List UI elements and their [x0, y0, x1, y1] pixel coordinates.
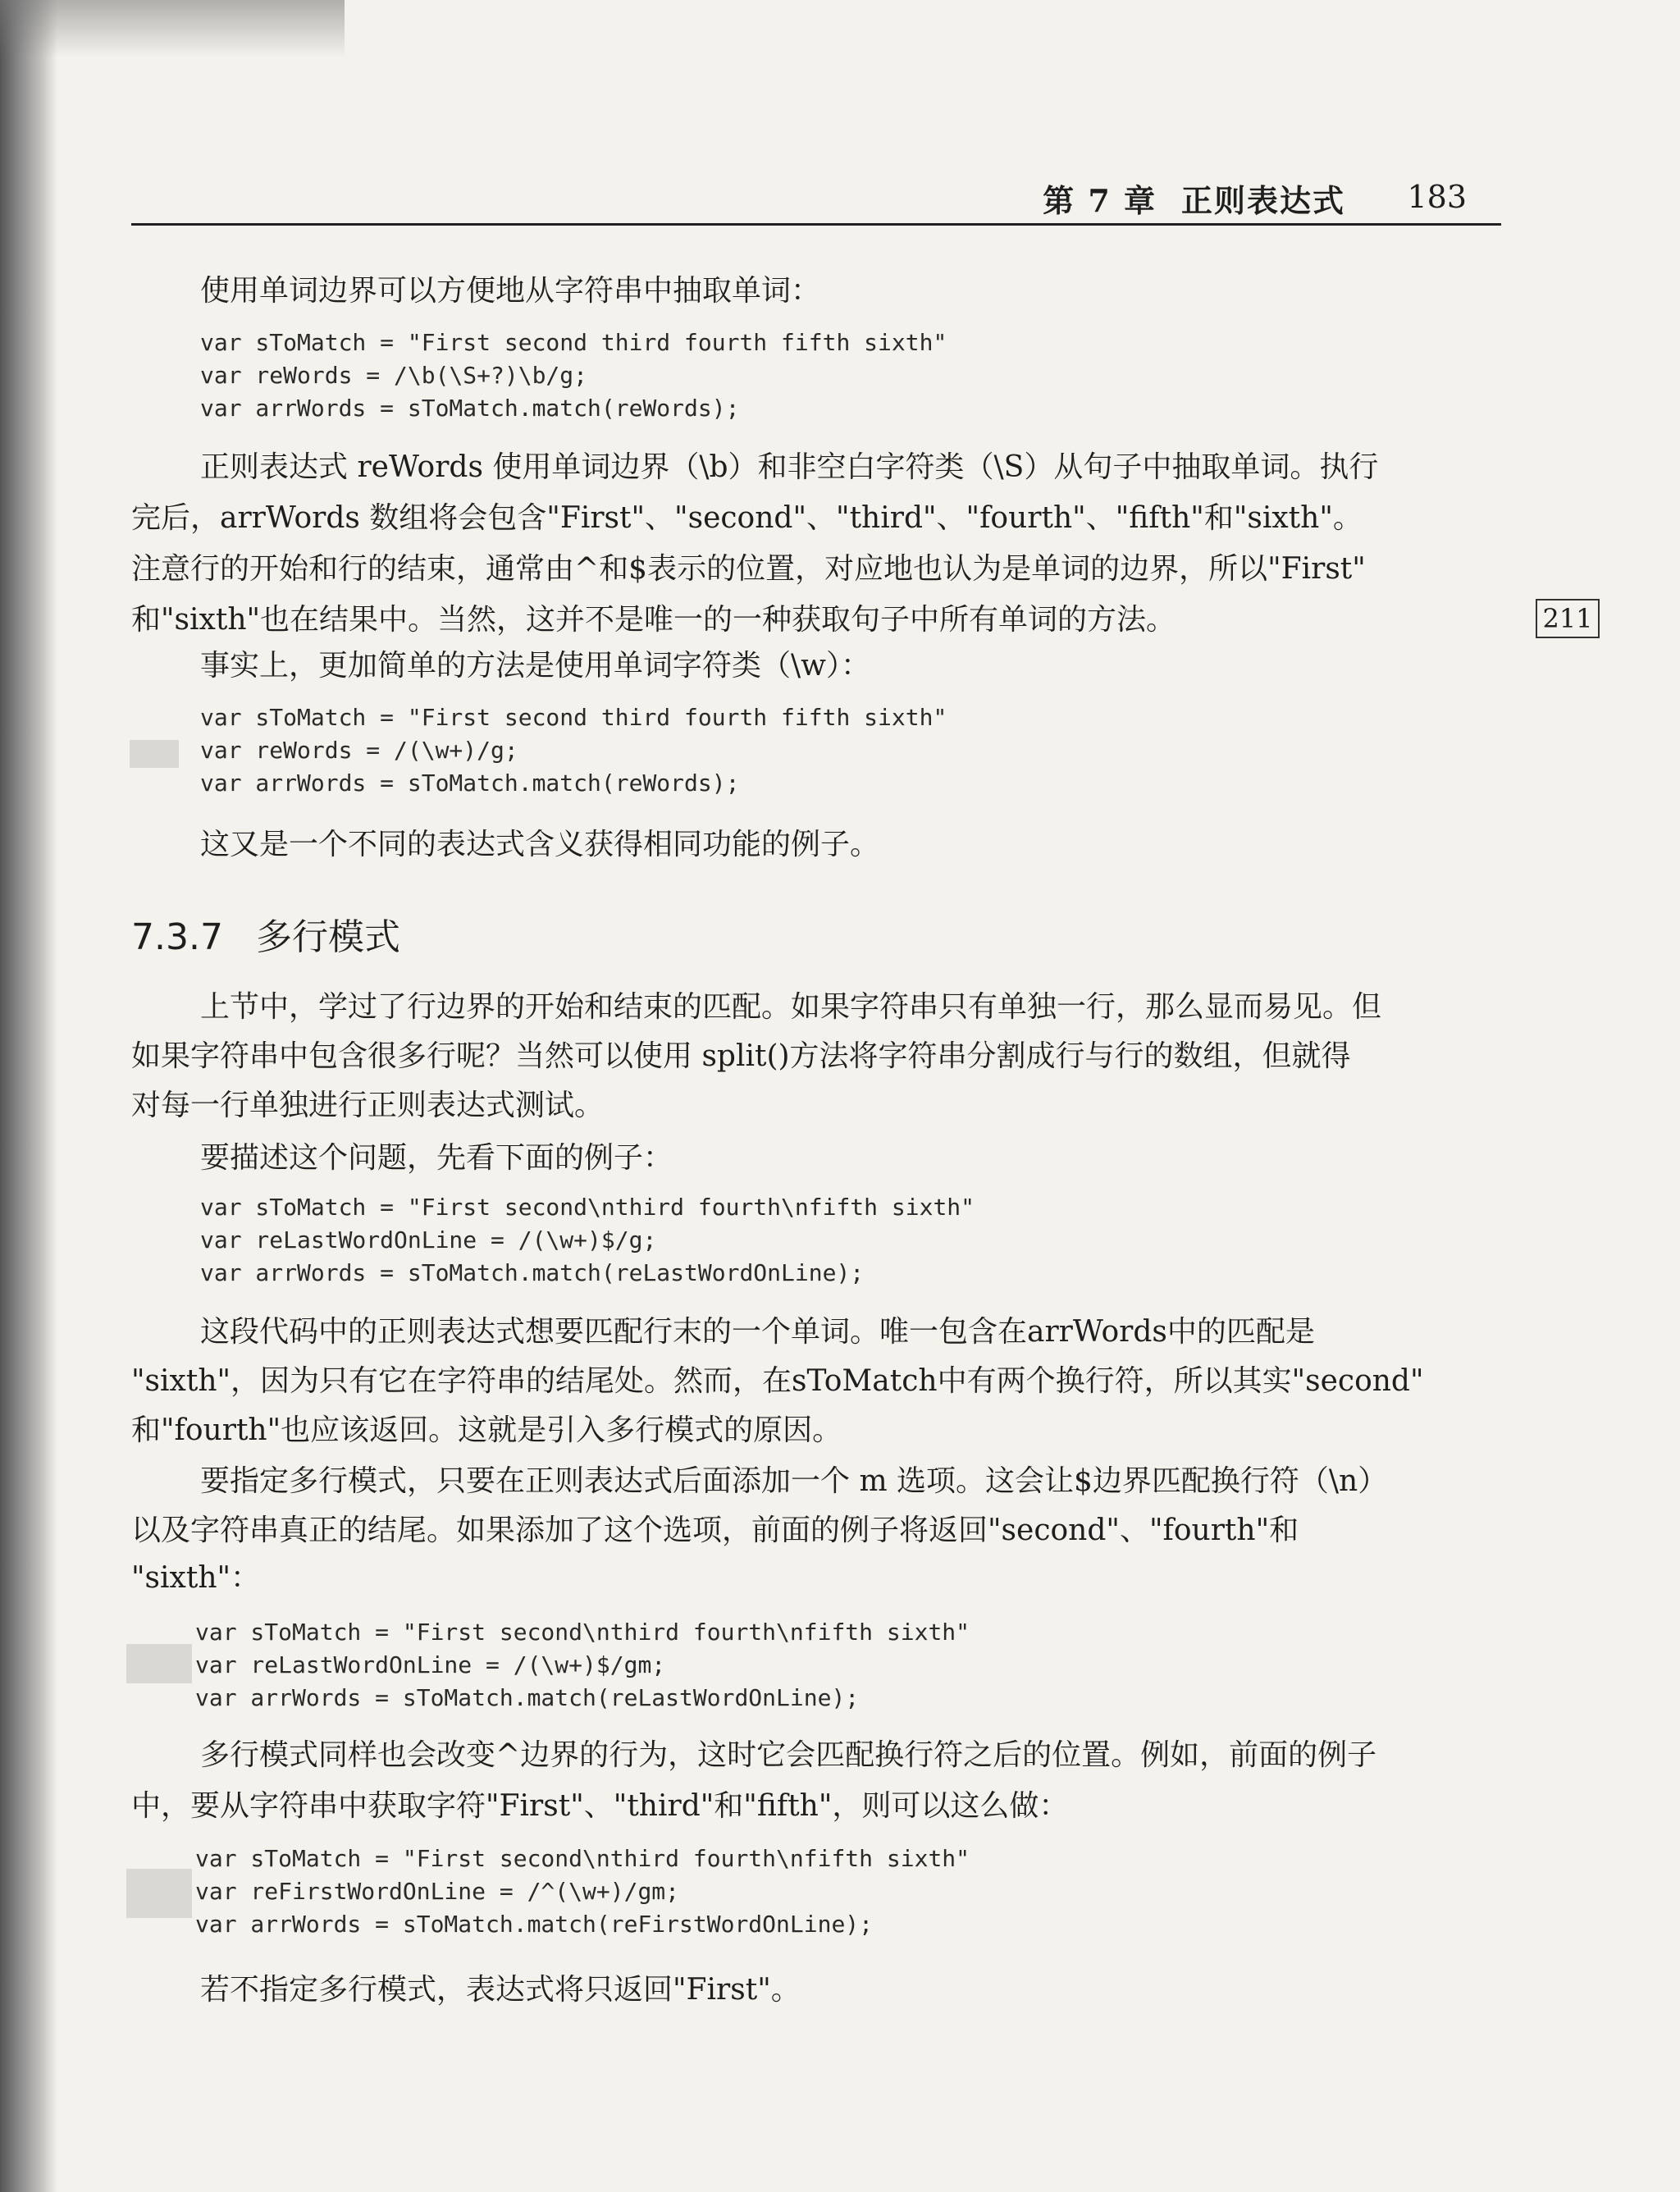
section-title: 多行模式 — [255, 916, 400, 958]
paragraph: 这又是一个不同的表达式含义获得相同功能的例子。 — [200, 828, 880, 861]
paragraph-line: 注意行的开始和行的结束，通常由^和$表示的位置，对应地也认为是单词的边界，所以"First" — [131, 552, 1366, 586]
chapter-label: 第 7 章 — [1043, 182, 1157, 219]
paragraph: 若不指定多行模式，表达式将只返回"First"。 — [200, 1973, 801, 2007]
paragraph-line: 多行模式同样也会改变^边界的行为，这时它会匹配换行符之后的位置。例如，前面的例子 — [200, 1738, 1377, 1772]
code-line: var arrWords = sToMatch.match(reWords); — [200, 395, 740, 422]
header-rule — [131, 223, 1501, 226]
code-line: var arrWords = sToMatch.match(reLastWordOnLine); — [195, 1684, 860, 1711]
chapter-title: 正则表达式 — [1180, 182, 1345, 219]
code-line: var sToMatch = "First second\nthird fourth\nfifth sixth" — [195, 1845, 970, 1872]
code-line: var sToMatch = "First second third fourth fifth sixth" — [200, 704, 947, 731]
code-line: var reFirstWordOnLine = /^(\w+)/gm; — [195, 1878, 680, 1905]
scan-artifact — [126, 1869, 192, 1918]
code-line: var reLastWordOnLine = /(\w+)$/gm; — [195, 1651, 666, 1678]
paragraph: 使用单词边界可以方便地从字符串中抽取单词： — [200, 274, 821, 308]
scan-corner-shadow — [0, 0, 345, 57]
paragraph: 要描述这个问题，先看下面的例子： — [200, 1141, 673, 1175]
page-number: 183 — [1407, 179, 1467, 215]
section-heading — [131, 907, 400, 960]
paragraph-line: 以及字符串真正的结尾。如果添加了这个选项，前面的例子将返回"second"、"fourth"和 — [131, 1514, 1299, 1547]
paragraph-line: 和"sixth"也在结果中。当然，这并不是唯一的一种获取句子中所有单词的方法。 — [131, 603, 1176, 637]
paragraph-line: 如果字符串中包含很多行呢？当然可以使用 split()方法将字符串分割成行与行的数组，但就得 — [131, 1039, 1351, 1073]
book-spine-shadow — [0, 0, 57, 2192]
paragraph-line: 这段代码中的正则表达式想要匹配行末的一个单词。唯一包含在arrWords中的匹配是 — [200, 1315, 1315, 1349]
section-number: 7.3.7 — [131, 916, 223, 958]
paragraph-line: 完后，arrWords 数组将会包含"First"、"second"、"third"、"fourth"、"fifth"和"sixth"。 — [131, 501, 1363, 535]
margin-page-ref: 211 — [1536, 599, 1600, 638]
code-line: var arrWords = sToMatch.match(reFirstWordOnLine); — [195, 1911, 874, 1938]
code-line: var reWords = /(\w+)/g; — [200, 737, 518, 764]
code-line: var sToMatch = "First second third fourth fifth sixth" — [200, 329, 947, 356]
paragraph-line: 正则表达式 reWords 使用单词边界（\b）和非空白字符类（\S）从句子中抽取单词。执行 — [200, 450, 1379, 484]
code-line: var reWords = /\b(\S+?)\b/g; — [200, 362, 588, 389]
paragraph-line: 上节中，学过了行边界的开始和结束的匹配。如果字符串只有单独一行，那么显而易见。但 — [200, 990, 1382, 1024]
code-line: var arrWords = sToMatch.match(reWords); — [200, 769, 740, 797]
paragraph-line: 和"fourth"也应该返回。这就是引入多行模式的原因。 — [131, 1413, 842, 1447]
paragraph-line: "sixth"： — [131, 1561, 261, 1595]
paragraph-line: 对每一行单独进行正则表达式测试。 — [131, 1089, 605, 1122]
paragraph-line: 要指定多行模式，只要在正则表达式后面添加一个 m 选项。这会让$边界匹配换行符（\n） — [200, 1464, 1388, 1498]
code-line: var sToMatch = "First second\nthird fourth\nfifth sixth" — [200, 1194, 975, 1221]
code-line: var sToMatch = "First second\nthird fourth\nfifth sixth" — [195, 1619, 970, 1646]
paragraph: 事实上，更加简单的方法是使用单词字符类（\w）： — [200, 649, 870, 683]
code-line: var arrWords = sToMatch.match(reLastWordOnLine); — [200, 1259, 865, 1286]
paragraph-line: 中，要从字符串中获取字符"First"、"third"和"fifth"，则可以这么做： — [131, 1789, 1069, 1823]
scan-artifact — [126, 1644, 192, 1683]
paragraph-line: "sixth"，因为只有它在字符串的结尾处。然而，在sToMatch中有两个换行符，所以其实"second" — [131, 1364, 1424, 1398]
code-line: var reLastWordOnLine = /(\w+)$/g; — [200, 1226, 657, 1254]
running-header — [131, 172, 1501, 223]
scan-artifact — [130, 740, 179, 768]
